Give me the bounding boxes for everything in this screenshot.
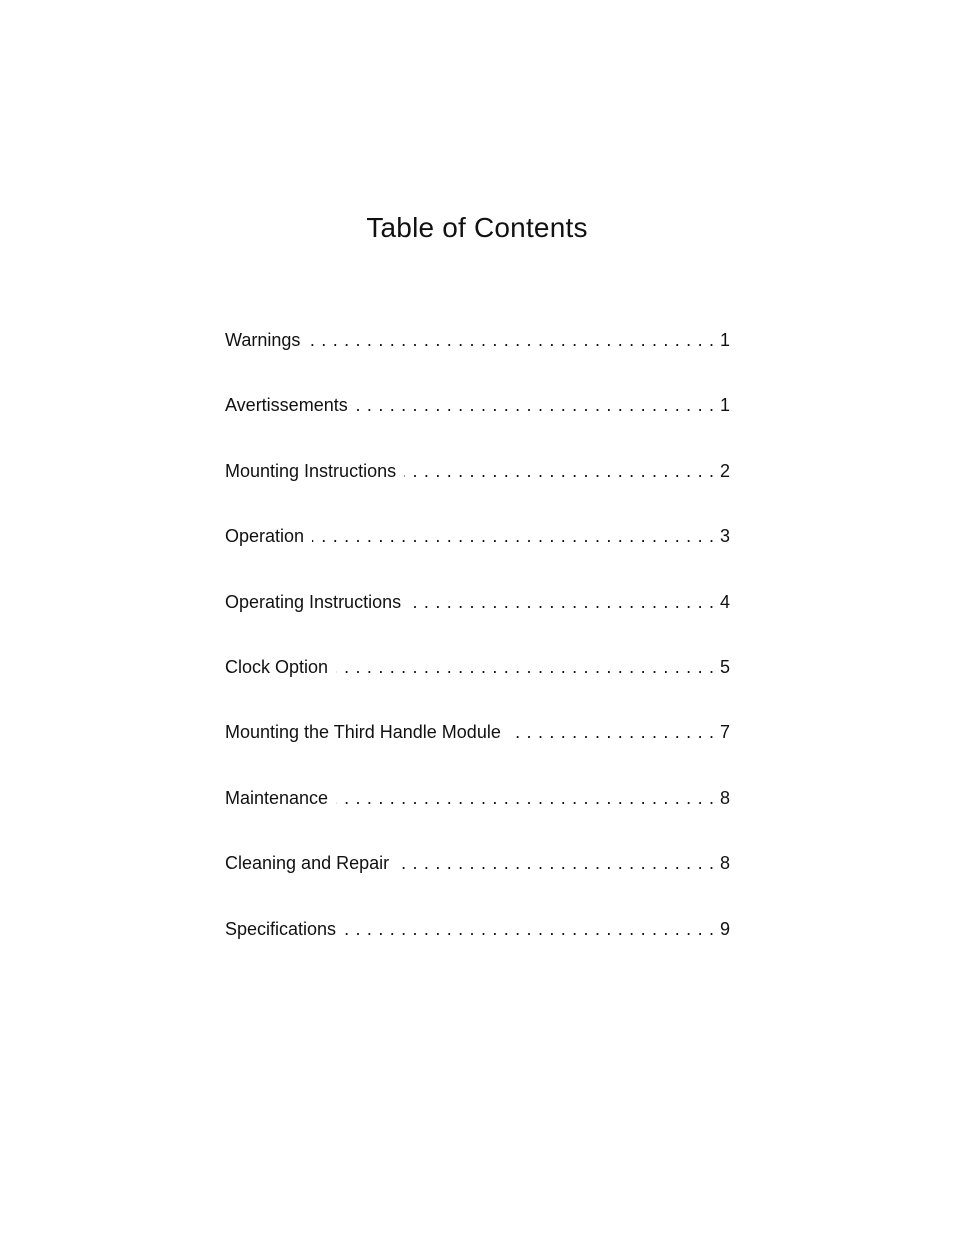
dot-leader (404, 461, 714, 482)
toc-entry-page-number: 8 (719, 787, 730, 808)
toc-entry-specifications[interactable] (225, 919, 730, 984)
toc-entry-page-number: 8 (719, 853, 730, 874)
toc-entry-page-number: 7 (719, 722, 730, 743)
toc-entry-label: Avertissements (225, 395, 348, 416)
toc-entry-page-number: 1 (719, 395, 730, 416)
dot-leader (409, 592, 714, 613)
toc-entry-operating-instructions[interactable] (225, 592, 730, 657)
toc-entry-page-number: 5 (719, 656, 730, 677)
dot-leader (344, 919, 714, 940)
dot-leader (397, 853, 714, 874)
toc-entry-label: Operating Instructions (225, 591, 402, 612)
toc-entry-warnings[interactable] (225, 330, 730, 395)
toc-entry-clock-option[interactable] (225, 657, 730, 722)
toc-entry-cleaning-and-repair[interactable] (225, 853, 730, 918)
toc-entry-mounting-third-handle-module[interactable] (225, 722, 730, 787)
toc-entry-mounting-instructions[interactable] (225, 461, 730, 526)
toc-entry-label: Specifications (225, 918, 337, 939)
dot-leader (356, 395, 714, 416)
toc-entry-operation[interactable] (225, 526, 730, 591)
toc-entry-page-number: 3 (719, 526, 730, 547)
toc-entry-label: Mounting the Third Handle Module (225, 722, 501, 743)
toc-entry-page-number: 4 (719, 591, 730, 612)
toc-entry-label: Warnings (225, 330, 301, 350)
toc-entry-label: Clock Option (225, 656, 329, 677)
dot-leader (312, 526, 714, 547)
page-title: Table of Contents (366, 212, 588, 243)
dot-leader (509, 722, 714, 743)
table-of-contents (225, 330, 730, 984)
toc-entry-label: Maintenance (225, 787, 329, 808)
toc-entry-label: Cleaning and Repair (225, 853, 390, 874)
toc-entry-page-number: 2 (719, 460, 730, 481)
dot-leader (336, 657, 714, 678)
toc-entry-label: Operation (225, 526, 305, 547)
dot-leader (336, 788, 714, 809)
toc-entry-maintenance[interactable] (225, 788, 730, 853)
toc-entry-page-number: 9 (719, 918, 730, 939)
toc-entry-avertissements[interactable] (225, 395, 730, 460)
toc-entry-page-number: 1 (719, 330, 730, 350)
dot-leader (308, 330, 714, 351)
toc-entry-label: Mounting Instructions (225, 460, 397, 481)
